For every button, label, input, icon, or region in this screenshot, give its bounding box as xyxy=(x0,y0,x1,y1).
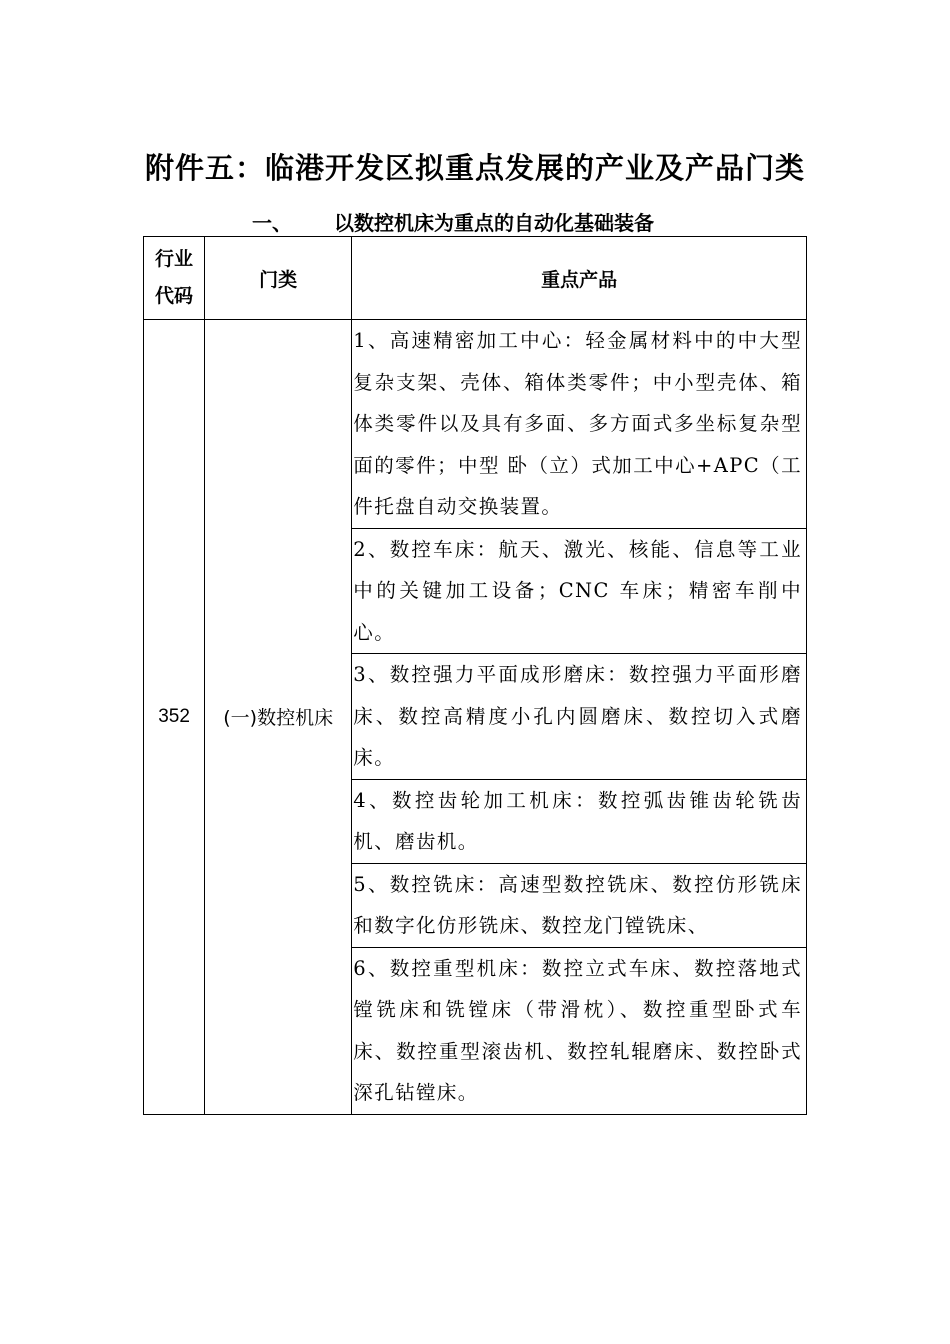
product-cell xyxy=(352,528,807,654)
page-title: 附件五：临港开发区拟重点发展的产业及产品门类 xyxy=(144,151,805,185)
section-title: 以数控机床为重点的自动化基础装备 xyxy=(334,211,654,235)
product-cell xyxy=(352,654,807,780)
product-cell xyxy=(352,947,807,1114)
product-text: 1、高速精密加工中心：轻金属材料中的中大型复杂支架、壳体、箱体类零件；中小型壳体、箱体类零件以及具有多面、多方面式多坐标复杂型面的零件；中型 卧（立）式加工中心+APC（工件托盘自动交换装置。 xyxy=(353,329,802,518)
header-products: 重点产品 xyxy=(352,237,807,320)
product-text: 3、数控强力平面成形磨床：数控强力平面形磨床、数控高精度小孔内圆磨床、数控切入式磨床。 xyxy=(353,663,802,769)
product-text: 4、数控齿轮加工机床：数控弧齿锥齿轮铣齿机、磨齿机。 xyxy=(353,788,802,853)
industry-table xyxy=(143,236,807,1115)
header-category: 门类 xyxy=(205,237,352,320)
product-cell xyxy=(352,779,807,863)
industry-code-cell: 352 xyxy=(144,320,205,1115)
header-industry-code xyxy=(144,237,205,320)
product-text: 6、数控重型机床：数控立式车床、数控落地式镗铣床和铣镗床（带滑枕）、数控重型卧式车床、数控重型滚齿机、数控轧辊磨床、数控卧式深孔钻镗床。 xyxy=(353,956,802,1104)
table-row xyxy=(144,320,807,529)
product-text: 5、数控铣床：高速型数控铣床、数控仿形铣床和数字化仿形铣床、数控龙门镗铣床、 xyxy=(353,872,802,937)
section-heading xyxy=(252,208,654,238)
header-code-line1: 行业 xyxy=(155,248,194,270)
product-cell xyxy=(352,863,807,947)
table-header-row xyxy=(144,237,807,320)
section-number: 一、 xyxy=(252,211,292,235)
header-code-line2: 代码 xyxy=(155,285,194,307)
product-text: 2、数控车床：航天、激光、核能、信息等工业中的关键加工设备；CNC 车床；精密车削中心。 xyxy=(353,537,802,644)
category-cell: (一)数控机床 xyxy=(205,320,352,1115)
product-cell xyxy=(352,320,807,529)
